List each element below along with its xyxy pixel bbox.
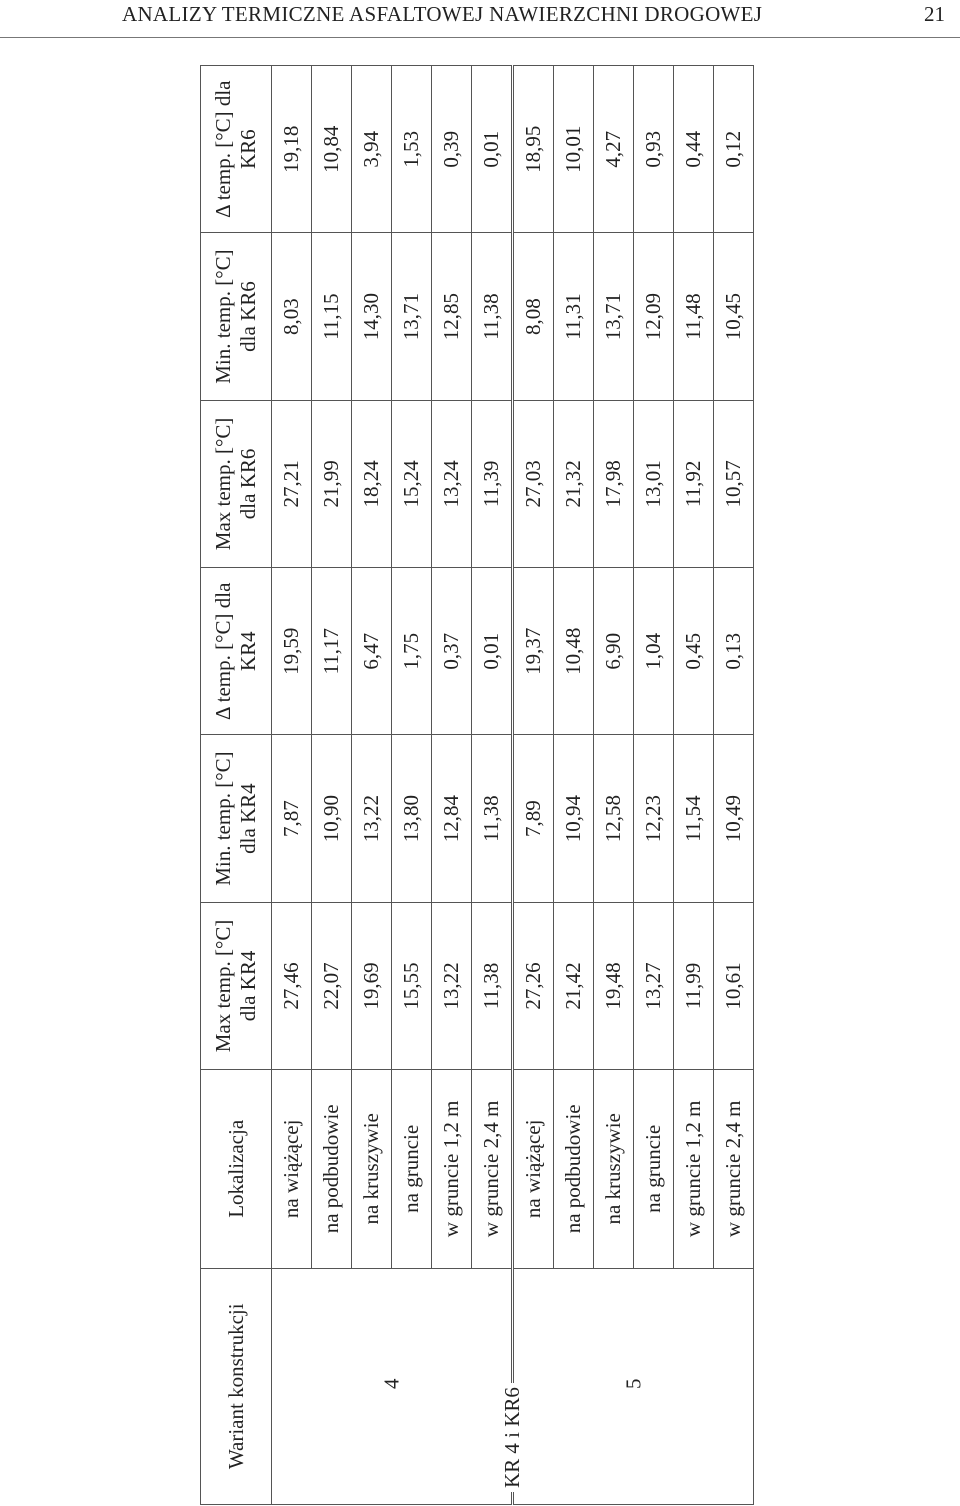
value-cell: 11,17 — [312, 568, 352, 735]
value-cell: 14,30 — [352, 233, 392, 400]
column-header-min-kr4: Min. temp. [°C] dla KR4 — [201, 735, 272, 902]
value-cell: 3,94 — [352, 66, 392, 233]
value-cell: 13,01 — [634, 400, 674, 567]
location-cell: na wiążącej — [272, 1070, 312, 1268]
value-cell: 27,21 — [272, 400, 312, 567]
value-cell: 0,01 — [472, 66, 513, 233]
location-cell: w gruncie 2,4 m — [472, 1070, 513, 1268]
value-cell: 10,48 — [554, 568, 594, 735]
value-cell: 0,39 — [432, 66, 472, 233]
value-cell: 10,45 — [714, 233, 754, 400]
value-cell: 0,01 — [472, 568, 513, 735]
location-cell: na kruszywie — [352, 1070, 392, 1268]
value-cell: 13,22 — [352, 735, 392, 902]
location-cell: na wiążącej — [513, 1070, 554, 1268]
column-header-max-kr6: Max temp. [°C] dla KR6 — [201, 400, 272, 567]
value-cell: 4,27 — [594, 66, 634, 233]
value-cell: 15,55 — [392, 902, 432, 1069]
value-cell: 11,99 — [674, 902, 714, 1069]
variant-cell — [272, 1268, 524, 1504]
value-cell: 21,99 — [312, 400, 352, 567]
value-cell: 27,26 — [513, 902, 554, 1069]
value-cell: 11,48 — [674, 233, 714, 400]
value-cell: 0,12 — [714, 66, 754, 233]
value-cell: 11,38 — [472, 233, 513, 400]
value-cell: 13,27 — [634, 902, 674, 1069]
value-cell: 8,03 — [272, 233, 312, 400]
value-cell: 19,69 — [352, 902, 392, 1069]
value-cell: 7,87 — [272, 735, 312, 902]
value-cell: 11,38 — [472, 902, 513, 1069]
value-cell: 6,90 — [594, 568, 634, 735]
running-title: ANALIZY TERMICZNE ASFALTOWEJ NAWIERZCHNI DROGOWEJ — [122, 2, 763, 26]
value-cell: 10,94 — [554, 735, 594, 902]
value-cell: 10,90 — [312, 735, 352, 902]
value-cell: 15,24 — [392, 400, 432, 567]
value-cell: 1,04 — [634, 568, 674, 735]
value-cell: 11,92 — [674, 400, 714, 567]
value-cell: 10,61 — [714, 902, 754, 1069]
column-header-max-kr4: Max temp. [°C] dla KR4 — [201, 902, 272, 1069]
value-cell: 0,45 — [674, 568, 714, 735]
value-cell: 18,95 — [513, 66, 554, 233]
table-row — [513, 66, 554, 1505]
value-cell: 11,31 — [554, 233, 594, 400]
value-cell: 12,09 — [634, 233, 674, 400]
value-cell: 12,85 — [432, 233, 472, 400]
group-label: KR 4 i KR6 — [500, 1383, 525, 1492]
value-cell: 11,15 — [312, 233, 352, 400]
table-body — [272, 66, 754, 1505]
value-cell: 10,57 — [714, 400, 754, 567]
value-cell: 0,93 — [634, 66, 674, 233]
value-cell: 10,49 — [714, 735, 754, 902]
value-cell: 21,32 — [554, 400, 594, 567]
column-header-min-kr6: Min. temp. [°C] dla KR6 — [201, 233, 272, 400]
location-cell: w gruncie 1,2 m — [674, 1070, 714, 1268]
value-cell: 12,84 — [432, 735, 472, 902]
value-cell: 0,44 — [674, 66, 714, 233]
value-cell: 8,08 — [513, 233, 554, 400]
value-cell: 13,22 — [432, 902, 472, 1069]
column-header-delta-kr6: Δ temp. [°C] dla KR6 — [201, 66, 272, 233]
value-cell: 22,07 — [312, 902, 352, 1069]
value-cell: 18,24 — [352, 400, 392, 567]
value-cell: 13,71 — [594, 233, 634, 400]
value-cell: 27,03 — [513, 400, 554, 567]
value-cell: 1,53 — [392, 66, 432, 233]
table-header-row — [201, 66, 272, 1505]
location-cell: na gruncie — [634, 1070, 674, 1268]
value-cell: 11,39 — [472, 400, 513, 567]
location-cell: w gruncie 1,2 m — [432, 1070, 472, 1268]
value-cell: 13,24 — [432, 400, 472, 567]
variant-number: 4 — [379, 1378, 403, 1389]
value-cell: 19,18 — [272, 66, 312, 233]
page-header — [0, 0, 960, 40]
value-cell: 7,89 — [513, 735, 554, 902]
value-cell: 19,59 — [272, 568, 312, 735]
table-row — [272, 66, 312, 1505]
column-header-delta-kr4: Δ temp. [°C] dla KR4 — [201, 568, 272, 735]
header-rule — [0, 37, 960, 38]
value-cell: 11,38 — [472, 735, 513, 902]
location-cell: na podbudowie — [312, 1070, 352, 1268]
variant-cell — [513, 1268, 754, 1504]
location-cell: na gruncie — [392, 1070, 432, 1268]
variant-number: 5 — [621, 1378, 645, 1389]
value-cell: 17,98 — [594, 400, 634, 567]
value-cell: 10,01 — [554, 66, 594, 233]
value-cell: 21,42 — [554, 902, 594, 1069]
value-cell: 12,58 — [594, 735, 634, 902]
temperature-table — [200, 65, 754, 1505]
value-cell: 1,75 — [392, 568, 432, 735]
location-cell: na podbudowie — [554, 1070, 594, 1268]
value-cell: 27,46 — [272, 902, 312, 1069]
page-number: 21 — [924, 2, 945, 26]
value-cell: 0,13 — [714, 568, 754, 735]
column-header-location: Lokalizacja — [201, 1070, 272, 1268]
value-cell: 13,80 — [392, 735, 432, 902]
location-cell: na kruszywie — [594, 1070, 634, 1268]
value-cell: 12,23 — [634, 735, 674, 902]
value-cell: 10,84 — [312, 66, 352, 233]
location-cell: w gruncie 2,4 m — [714, 1070, 754, 1268]
column-header-variant: Wariant konstrukcji — [201, 1268, 272, 1504]
value-cell: 6,47 — [352, 568, 392, 735]
value-cell: 13,71 — [392, 233, 432, 400]
value-cell: 19,37 — [513, 568, 554, 735]
value-cell: 0,37 — [432, 568, 472, 735]
value-cell: 11,54 — [674, 735, 714, 902]
rotated-table-container — [200, 65, 752, 1505]
value-cell: 19,48 — [594, 902, 634, 1069]
